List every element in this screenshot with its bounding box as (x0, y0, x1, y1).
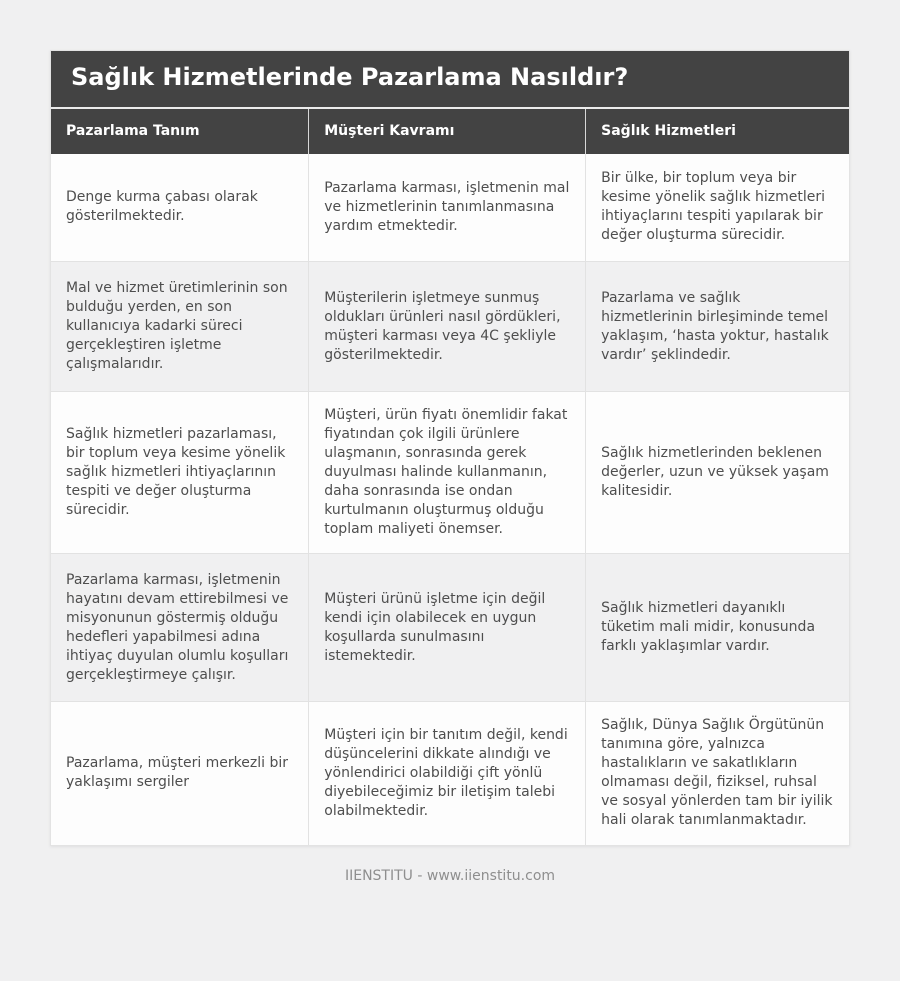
table-cell: Müşteri için bir tanıtım değil, kendi düşüncelerini dikkate alındığı ve yönlendirici olabildiği çift yönlü diyebileceğimiz bir iletişim talebi olabilmektedir. (309, 702, 586, 845)
table-cell: Sağlık hizmetlerinden beklenen değerler, uzun ve yüksek yaşam kalitesidir. (586, 392, 849, 554)
table-cell: Müşteri ürünü işletme için değil kendi için olabilecek en uygun koşullarda sunulmasını istemektedir. (309, 554, 586, 702)
table-row (51, 262, 849, 392)
table-cell: Sağlık hizmetleri pazarlaması, bir toplum veya kesime yönelik sağlık hizmetleri ihtiyaçlarının tespiti ve değer oluşturma sürecidir. (51, 392, 309, 554)
table-row (51, 554, 849, 702)
column-header-saglik-hizmetleri: Sağlık Hizmetleri (586, 109, 849, 154)
table-header-row (51, 109, 849, 154)
table-cell: Denge kurma çabası olarak gösterilmektedir. (51, 154, 309, 262)
table-cell: Mal ve hizmet üretimlerinin son bulduğu yerden, en son kullanıcıya kadarki süreci gerçekleştiren işletme çalışmalarıdır. (51, 262, 309, 392)
table-cell: Pazarlama karması, işletmenin mal ve hizmetlerinin tanımlanmasına yardım etmektedir. (309, 154, 586, 262)
table-cell: Pazarlama karması, işletmenin hayatını devam ettirebilmesi ve misyonunun göstermiş olduğu hedefleri yapabilmesi adına ihtiyaç duyulan olumlu koşulları gerçekleştirmeye çalışır. (51, 554, 309, 702)
table-row (51, 702, 849, 845)
table-card (50, 50, 850, 846)
column-header-pazarlama-tanim: Pazarlama Tanım (51, 109, 309, 154)
comparison-table (51, 109, 849, 845)
table-row (51, 154, 849, 262)
page (0, 50, 900, 981)
table-cell: Müşterilerin işletmeye sunmuş oldukları ürünleri nasıl gördükleri, müşteri karması veya 4C şekliyle gösterilmektedir. (309, 262, 586, 392)
table-cell: Pazarlama, müşteri merkezli bir yaklaşımı sergiler (51, 702, 309, 845)
table-cell: Pazarlama ve sağlık hizmetlerinin birleşiminde temel yaklaşım, ‘hasta yoktur, hastalık vardır’ şeklindedir. (586, 262, 849, 392)
table-cell: Sağlık, Dünya Sağlık Örgütünün tanımına göre, yalnızca hastalıkların ve sakatlıkların olmaması değil, fiziksel, ruhsal ve sosyal yönlerden tam bir iyilik hali olarak tanımlanmaktadır. (586, 702, 849, 845)
table-title-bar (51, 51, 849, 109)
table-row (51, 392, 849, 554)
page-title: Sağlık Hizmetlerinde Pazarlama Nasıldır? (71, 63, 629, 91)
footer-credit: IIENSTITU - www.iienstitu.com (344, 867, 556, 884)
table-cell: Müşteri, ürün fiyatı önemlidir fakat fiyatından çok ilgili ürünlere ulaşmanın, sonrasında gerek duyulması halinde kullanmanın, daha sonrasında ise ondan kurtulmanın oluşturmuş olduğu toplam maliyeti önemser. (309, 392, 586, 554)
table-cell: Bir ülke, bir toplum veya bir kesime yönelik sağlık hizmetleri ihtiyaçlarını tespiti yapılarak bir değer oluşturma sürecidir. (586, 154, 849, 262)
table-cell: Sağlık hizmetleri dayanıklı tüketim mali midir, konusunda farklı yaklaşımlar vardır. (586, 554, 849, 702)
column-header-musteri-kavrami: Müşteri Kavramı (309, 109, 586, 154)
